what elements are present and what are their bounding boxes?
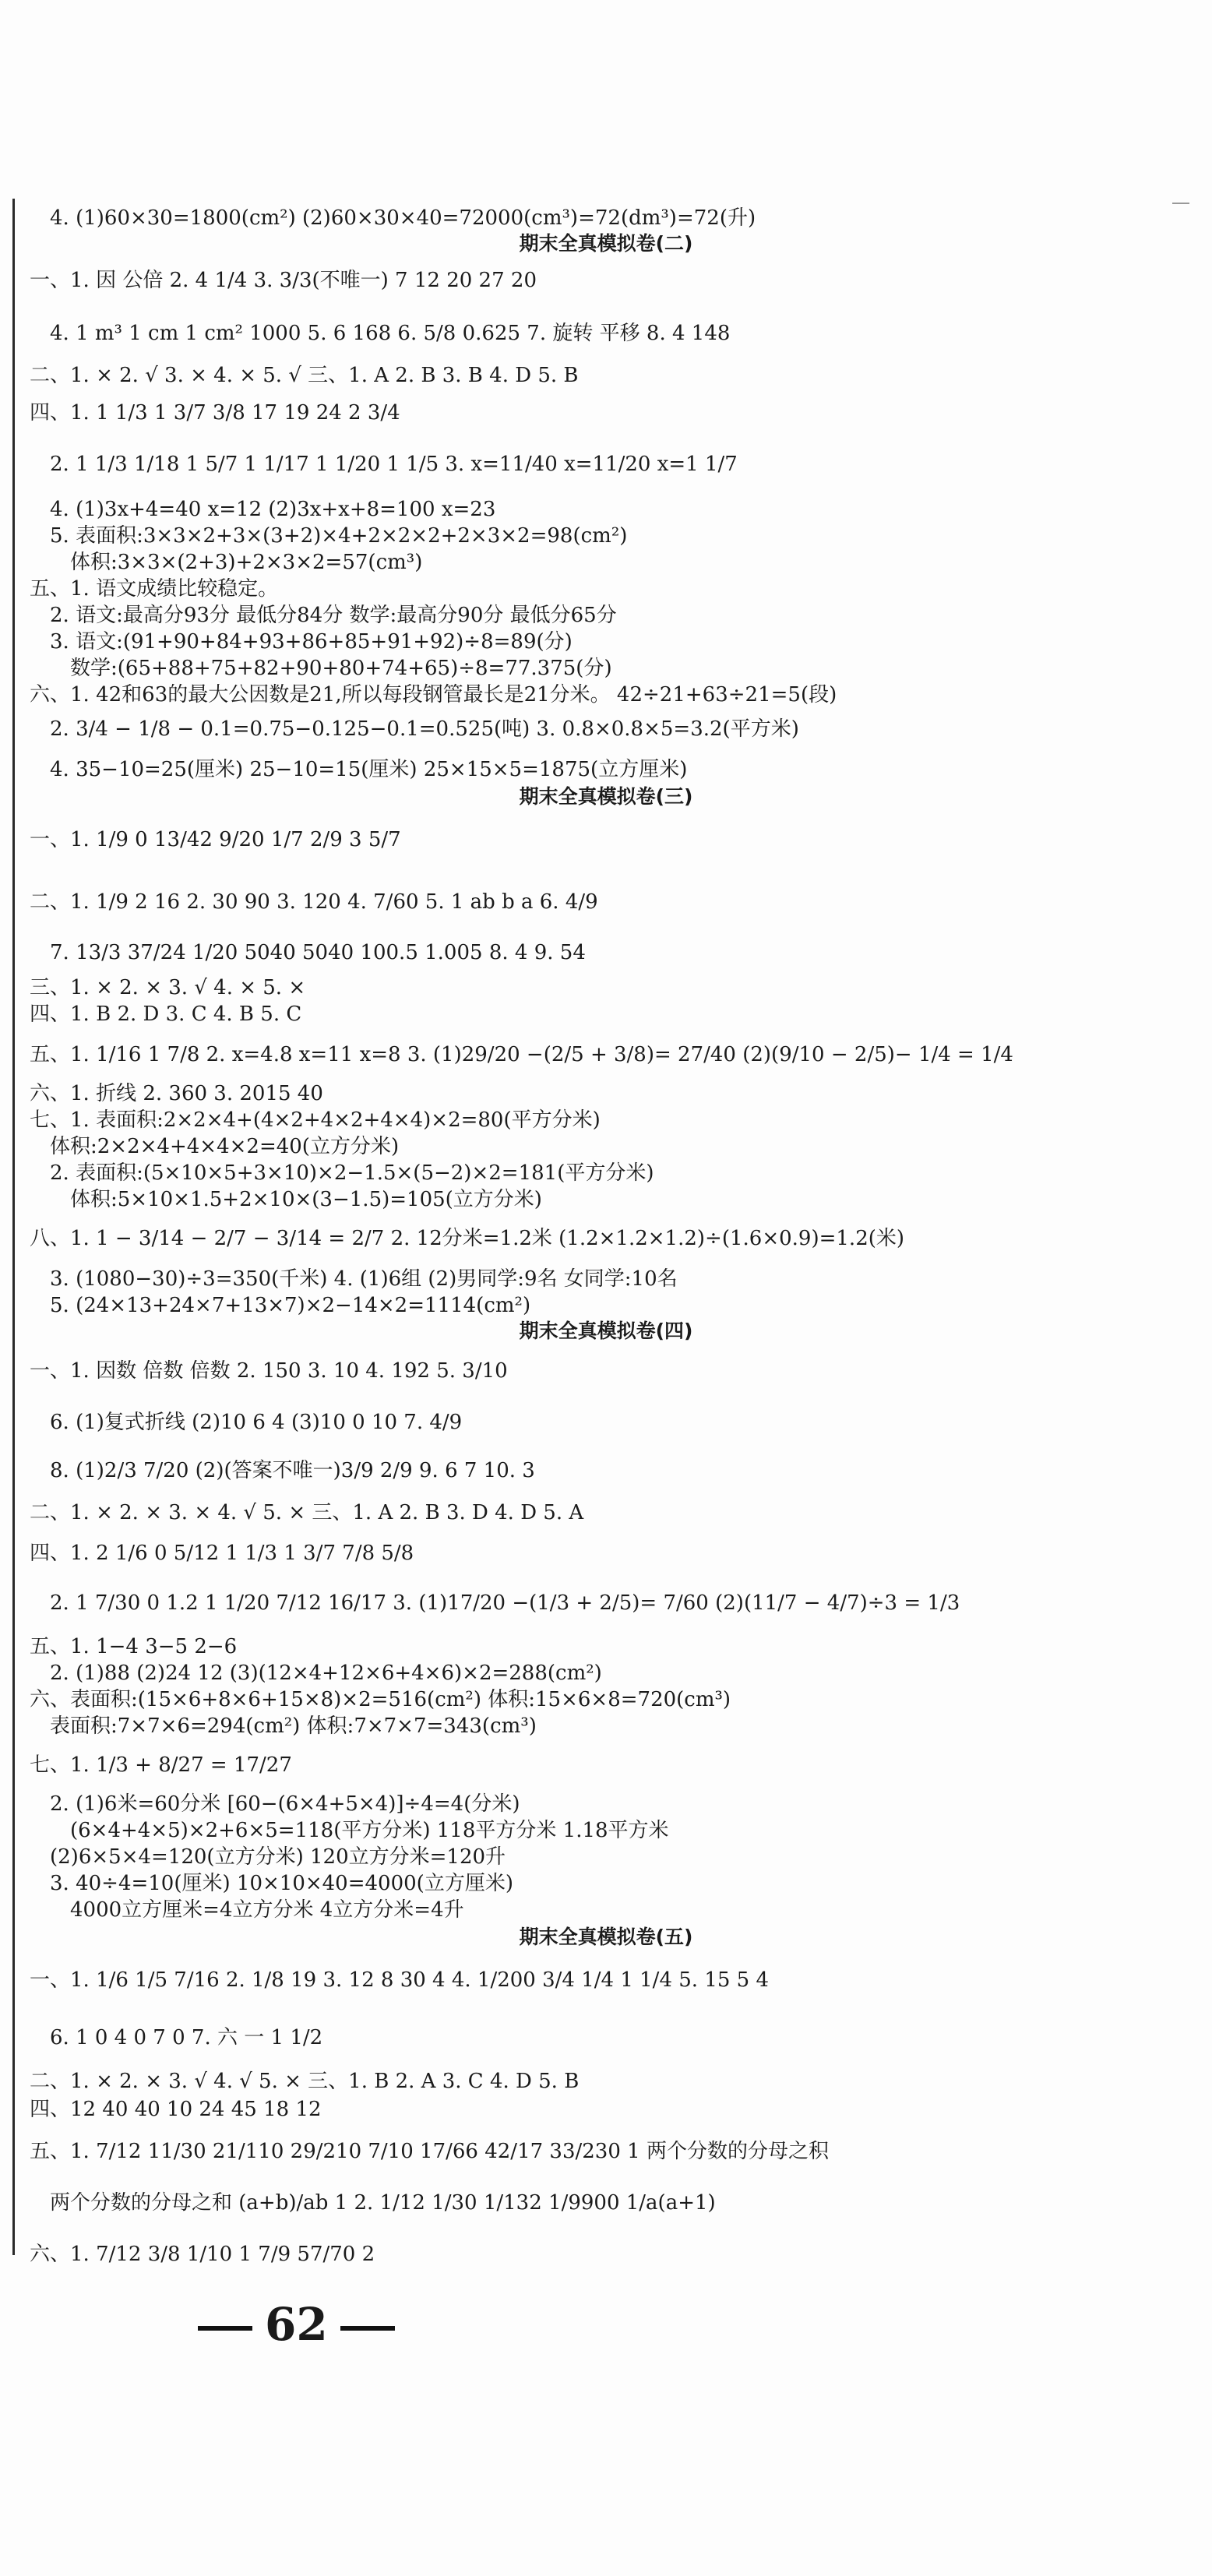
answer-line: 两个分数的分母之和 (a+b)/ab 1 2. 1/12 1/30 1/132 1/9900 1/a(a+1) — [50, 2191, 716, 2215]
answer-line: 5. (24×13+24×7+13×7)×2−14×2=1114(cm²) — [50, 1294, 531, 1317]
corner-mark — [1172, 203, 1189, 204]
answer-line: 体积:3×3×(2+3)+2×3×2=57(cm³) — [70, 551, 423, 574]
answer-line: 七、1. 表面积:2×2×4+(4×2+4×2+4×4)×2=80(平方分米) — [30, 1108, 601, 1132]
answer-line: (6×4+4×5)×2+6×5=118(平方分米) 118平方分米 1.18平方米 — [70, 1819, 669, 1842]
page-number: 62 — [185, 2298, 407, 2351]
answer-line: 体积:2×2×4+4×4×2=40(立方分米) — [50, 1135, 400, 1158]
answer-line: 五、1. 1/16 1 7/8 2. x=4.8 x=11 x=8 3. (1)29/20 −(2/5 + 3/8)= 27/40 (2)(9/10 − 2/5)− 1/4 = 1/4 — [30, 1043, 1013, 1066]
answer-line: 2. 1 7/30 0 1.2 1 1/20 7/12 16/17 3. (1)17/20 −(1/3 + 2/5)= 7/60 (2)(11/7 − 4/7)÷3 = 1/3 — [50, 1591, 960, 1615]
answer-line: 一、1. 1/9 0 13/42 9/20 1/7 2/9 3 5/7 — [30, 828, 401, 851]
answer-line: 六、表面积:(15×6+8×6+15×8)×2=516(cm²) 体积:15×6×8=720(cm³) — [30, 1688, 731, 1711]
answer-line: 一、1. 因 公倍 2. 4 1/4 3. 3/3(不唯一) 7 12 20 27 20 — [30, 269, 537, 292]
answer-line: 体积:5×10×1.5+2×10×(3−1.5)=105(立方分米) — [70, 1188, 542, 1211]
answer-line: 3. 40÷4=10(厘米) 10×10×40=4000(立方厘米) — [50, 1872, 513, 1895]
answer-line: 六、1. 折线 2. 360 3. 2015 40 — [30, 1082, 323, 1105]
answer-line: 2. 语文:最高分93分 最低分84分 数学:最高分90分 最低分65分 — [50, 604, 617, 627]
answer-line: 二、1. × 2. × 3. × 4. √ 5. × 三、1. A 2. B 3. D 4. D 5. A — [30, 1501, 584, 1524]
answer-line: 2. 3/4 − 1/8 − 0.1=0.75−0.125−0.1=0.525(吨) 3. 0.8×0.8×5=3.2(平方米) — [50, 717, 799, 741]
answer-line: 六、1. 42和63的最大公因数是21,所以每段钢管最长是21分米。 42÷21+63÷21=5(段) — [30, 683, 837, 707]
section-title: 期末全真模拟卷(二) — [519, 232, 693, 255]
section-title: 期末全真模拟卷(三) — [519, 785, 693, 808]
section-title: 期末全真模拟卷(四) — [519, 1320, 693, 1342]
answer-line: 三、1. × 2. × 3. √ 4. × 5. × — [30, 976, 306, 999]
answer-line: 一、1. 因数 倍数 倍数 2. 150 3. 10 4. 192 5. 3/10 — [30, 1359, 508, 1383]
answer-line: 六、1. 7/12 3/8 1/10 1 7/9 57/70 2 — [30, 2243, 375, 2266]
answer-line: 一、1. 1/6 1/5 7/16 2. 1/8 19 3. 12 8 30 4 4. 1/200 3/4 1/4 1 1/4 5. 15 5 4 — [30, 1968, 770, 1992]
answer-line: 5. 表面积:3×3×2+3×(3+2)×4+2×2×2+2×3×2=98(cm²) — [50, 524, 628, 548]
answer-line: 表面积:7×7×6=294(cm²) 体积:7×7×7=343(cm³) — [50, 1714, 537, 1738]
answer-line: 3. (1080−30)÷3=350(千米) 4. (1)6组 (2)男同学:9名 女同学:10名 — [50, 1267, 678, 1291]
answer-line: 4. 35−10=25(厘米) 25−10=15(厘米) 25×15×5=1875(立方厘米) — [50, 758, 688, 781]
answer-line: 7. 13/3 37/24 1/20 5040 5040 100.5 1.005 8. 4 9. 54 — [50, 941, 586, 964]
answer-line: 五、1. 语文成绩比较稳定。 — [30, 577, 279, 601]
answer-line: 四、1. 1 1/3 1 3/7 3/8 17 19 24 2 3/4 — [30, 401, 400, 425]
answer-line: 2. (1)6米=60分米 [60−(6×4+5×4)]÷4=4(分米) — [50, 1792, 520, 1816]
answer-line: 6. 1 0 4 0 7 0 7. 六 一 1 1/2 — [50, 2026, 323, 2049]
answer-line: (2)6×5×4=120(立方分米) 120立方分米=120升 — [50, 1845, 506, 1869]
answer-line: 四、12 40 40 10 24 45 18 12 — [30, 2098, 322, 2121]
answer-line: 3. 语文:(91+90+84+93+86+85+91+92)÷8=89(分) — [50, 630, 573, 654]
answer-line: 2. 1 1/3 1/18 1 5/7 1 1/17 1 1/20 1 1/5 3. x=11/40 x=11/20 x=1 1/7 — [50, 453, 738, 476]
answer-line: 八、1. 1 − 3/14 − 2/7 − 3/14 = 2/7 2. 12分米=1.2米 (1.2×1.2×1.2)÷(1.6×0.9)=1.2(米) — [30, 1227, 905, 1250]
answer-line: 4. 1 m³ 1 cm 1 cm² 1000 5. 6 168 6. 5/8 0.625 7. 旋转 平移 8. 4 148 — [50, 322, 731, 345]
answer-line: 五、1. 7/12 11/30 21/110 29/210 7/10 17/66 42/17 33/230 1 两个分数的分母之积 — [30, 2140, 829, 2163]
answer-line: 七、1. 1/3 + 8/27 = 17/27 — [30, 1753, 292, 1777]
answer-line: 4000立方厘米=4立方分米 4立方分米=4升 — [70, 1898, 464, 1922]
section-title: 期末全真模拟卷(五) — [519, 1926, 693, 1948]
answer-line: 2. (1)88 (2)24 12 (3)(12×4+12×6+4×6)×2=288(cm²) — [50, 1662, 602, 1685]
answer-line: 二、1. × 2. √ 3. × 4. × 5. √ 三、1. A 2. B 3. B 4. D 5. B — [30, 364, 579, 387]
answer-line: 4. (1)60×30=1800(cm²) (2)60×30×40=72000(cm³)=72(dm³)=72(升) — [50, 206, 756, 230]
answer-line: 4. (1)3x+4=40 x=12 (2)3x+x+8=100 x=23 — [50, 498, 496, 521]
answer-line: 二、1. × 2. × 3. √ 4. √ 5. × 三、1. B 2. A 3. C 4. D 5. B — [30, 2070, 580, 2093]
answer-line: 数学:(65+88+75+82+90+80+74+65)÷8=77.375(分) — [70, 657, 612, 680]
answer-line: 四、1. B 2. D 3. C 4. B 5. C — [30, 1003, 302, 1026]
answer-line: 五、1. 1−4 3−5 2−6 — [30, 1635, 238, 1658]
answer-line: 8. (1)2/3 7/20 (2)(答案不唯一)3/9 2/9 9. 6 7 10. 3 — [50, 1459, 535, 1482]
answer-line: 6. (1)复式折线 (2)10 6 4 (3)10 0 10 7. 4/9 — [50, 1411, 463, 1434]
answer-line: 四、1. 2 1/6 0 5/12 1 1/3 1 3/7 7/8 5/8 — [30, 1542, 414, 1565]
answer-line: 2. 表面积:(5×10×5+3×10)×2−1.5×(5−2)×2=181(平方分米) — [50, 1161, 654, 1185]
answer-line: 二、1. 1/9 2 16 2. 30 90 3. 120 4. 7/60 5. 1 ab b a 6. 4/9 — [30, 890, 598, 914]
